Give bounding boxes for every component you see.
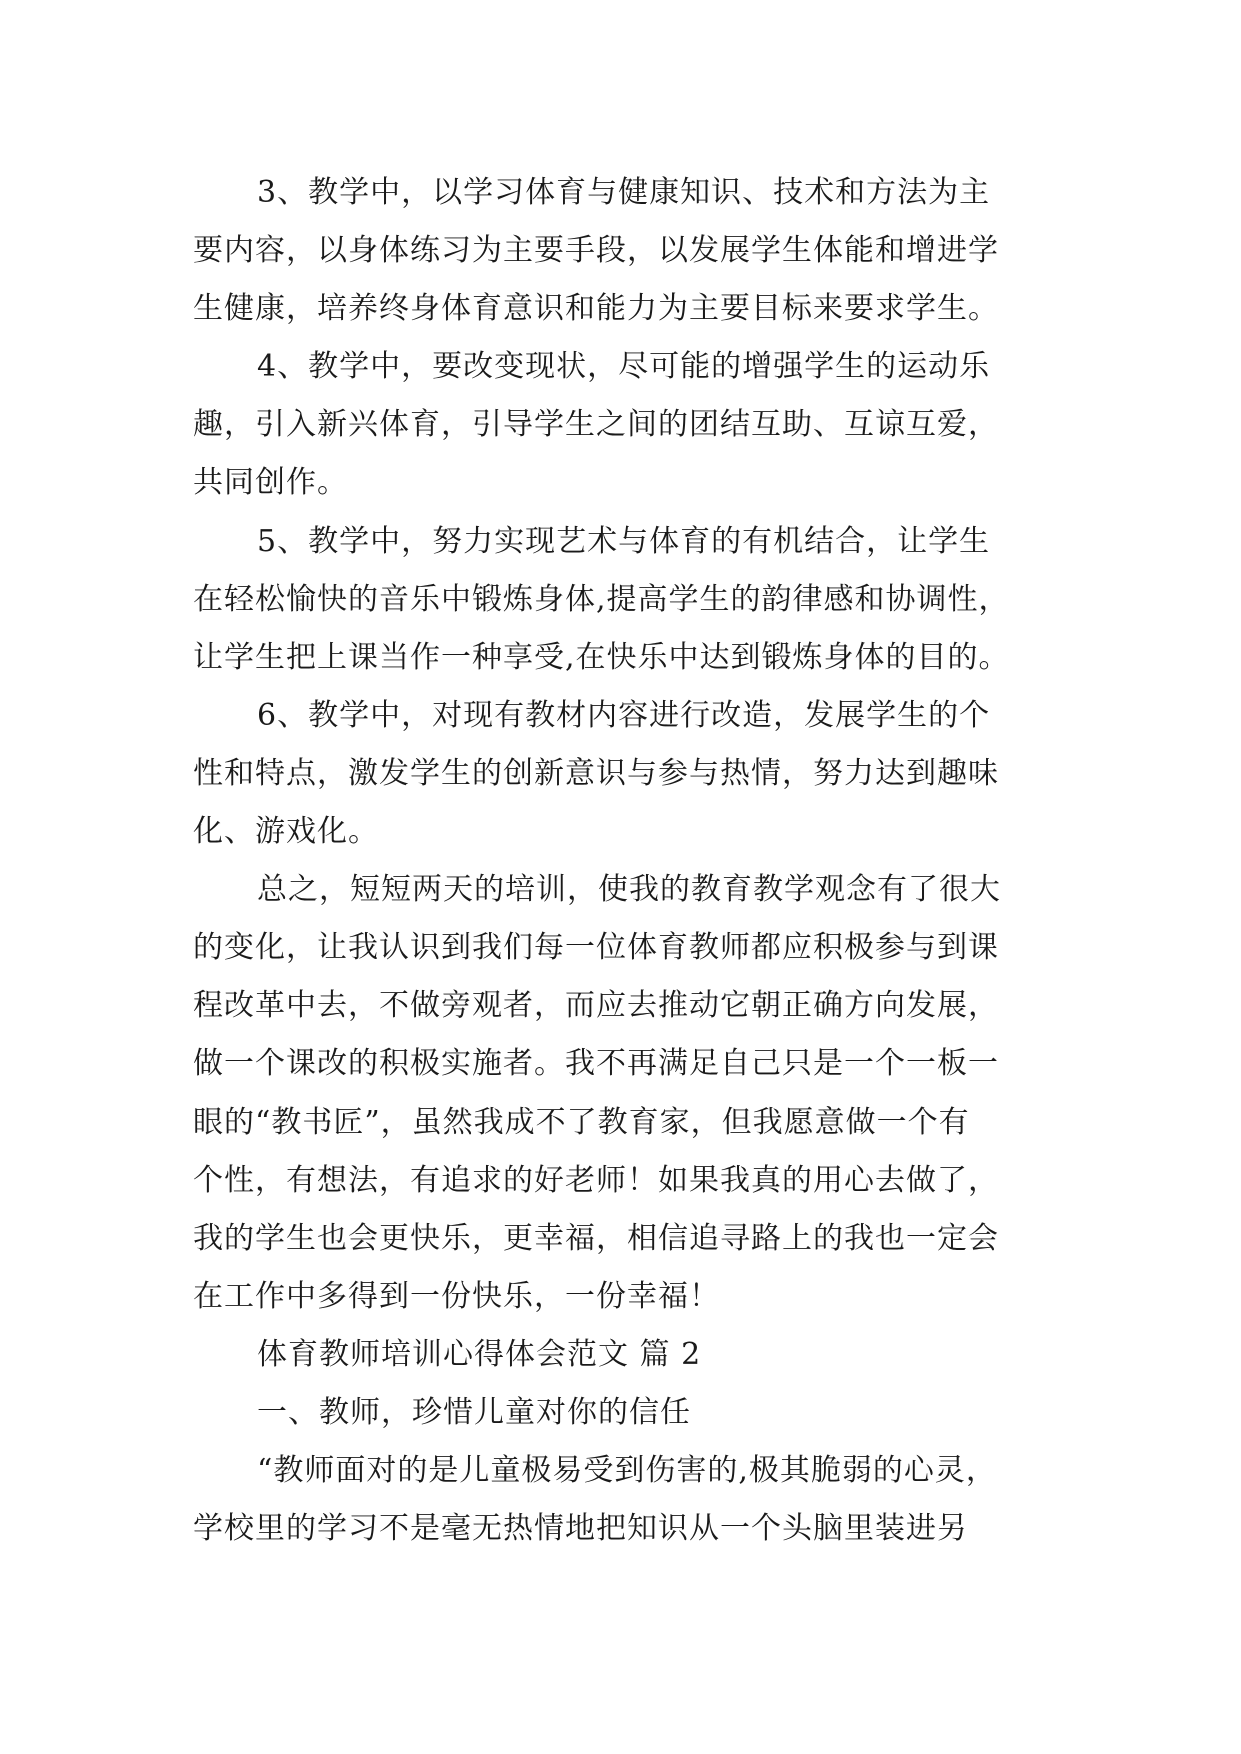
- text-line: 3、教学中，以学习体育与健康知识、技术和方法为主: [257, 175, 991, 210]
- text-line: 总之，短短两天的培训，使我的教育教学观念有了很大: [257, 872, 1001, 908]
- text-line: 要内容，以身体练习为主要手段，以发展学生体能和增进学: [193, 233, 999, 269]
- text-line: 做一个课改的积极实施者。我不再满足自己只是一个一板一: [193, 1046, 999, 1082]
- text-line: 的变化，让我认识到我们每一位体育教师都应积极参与到课: [193, 930, 999, 966]
- text-line: 4、教学中，要改变现状，尽可能的增强学生的运动乐: [257, 349, 991, 385]
- text-line: 程改革中去，不做旁观者，而应去推动它朝正确方向发展，: [193, 988, 999, 1024]
- text-line: 6、教学中，对现有教材内容进行改造，发展学生的个: [257, 697, 991, 733]
- text-line: 体育教师培训心得体会范文 篇 2: [257, 1336, 702, 1372]
- text-line: 我的学生也会更快乐，更幸福，相信追寻路上的我也一定会: [193, 1220, 999, 1256]
- text-line: 让学生把上课当作一种享受,在快乐中达到锻炼身体的目的。: [193, 639, 1010, 675]
- text-line: 在轻松愉快的音乐中锻炼身体,提高学生的韵律感和协调性，: [193, 581, 1010, 617]
- text-line: 性和特点，激发学生的创新意识与参与热情，努力达到趣味: [193, 755, 999, 791]
- text-line: 一、教师，珍惜儿童对你的信任: [257, 1394, 691, 1430]
- text-line: 趣，引入新兴体育，引导学生之间的团结互助、互谅互爱，: [193, 407, 999, 443]
- text-line: 生健康，培养终身体育意识和能力为主要目标来要求学生。: [193, 291, 999, 327]
- text-line: 学校里的学习不是毫无热情地把知识从一个头脑里装进另: [193, 1511, 968, 1547]
- text-line: 在工作中多得到一份快乐，一份幸福！: [193, 1278, 720, 1314]
- text-line: 化、游戏化。: [193, 814, 379, 850]
- text-line: “教师面对的是儿童极易受到伤害的,极其脆弱的心灵，: [257, 1453, 997, 1489]
- text-line: 眼的“教书匠”，虽然我成不了教育家，但我愿意做一个有: [193, 1104, 970, 1140]
- text-line: 共同创作。: [193, 465, 348, 501]
- document-body: [193, 164, 1073, 1558]
- text-line: 个性，有想法，有追求的好老师！如果我真的用心去做了，: [193, 1162, 999, 1198]
- text-line: 5、教学中，努力实现艺术与体育的有机结合，让学生: [257, 523, 991, 559]
